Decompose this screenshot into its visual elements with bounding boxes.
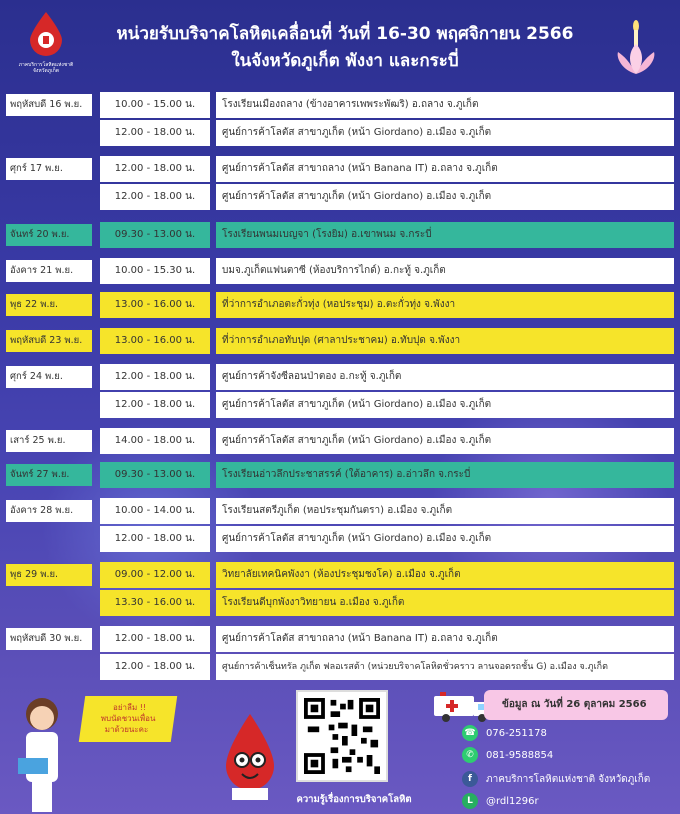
schedule-day: พฤหัสบดี 16 พ.ย. [6,94,92,116]
blood-drop-mascot-icon [220,712,280,802]
schedule-place: ศูนย์การค้าโลตัส สาขาภูเก็ต (หน้า Giordano) อ.เมือง จ.ภูเก็ต [216,184,674,210]
schedule-place: ศูนย์การค้าโลตัส สาขาภูเก็ต (หน้า Giordano) อ.เมือง จ.ภูเก็ต [216,392,674,418]
schedule-day: จันทร์ 27 พ.ย. [6,464,92,486]
schedule-place: โรงเรียนเมืองถลาง (ข้างอาคารเพพระพัฒริ) อ.ถลาง จ.ภูเก็ต [216,92,674,118]
schedule-time: 13.00 - 16.00 น. [100,292,210,318]
schedule-place: ที่ว่าการอำเภอตะกั่วทุ่ง (หอประชุม) อ.ตะกั่วทุ่ง จ.พังงา [216,292,674,318]
schedule-day: เสาร์ 25 พ.ย. [6,430,92,452]
facebook-icon: f [462,771,478,787]
schedule-place: ศูนย์การค้าโลตัส สาขาภูเก็ต (หน้า Giordano) อ.เมือง จ.ภูเก็ต [216,526,674,552]
schedule-day: ศุกร์ 17 พ.ย. [6,158,92,180]
schedule-time: 12.00 - 18.00 น. [100,364,210,390]
schedule-day: อังคาร 21 พ.ย. [6,260,92,282]
contact-facebook[interactable] [462,770,650,790]
schedule-place: ศูนย์การค้าโลตัส สาขาถลาง (หน้า Banana IT) อ.ถลาง จ.ภูเก็ต [216,156,674,182]
blood-drop-icon [26,10,66,56]
title-line-2: ในจังหวัดภูเก็ต พังงา และกระบี่ [231,51,459,71]
title-line-1: หน่วยรับบริจาคโลหิตเคลื่อนที่ วันที่ 16-30 พฤศจิกายน 2566 [116,24,574,44]
blood-service-logo [14,10,78,80]
schedule-place: โรงเรียนดีบุกพังงาวิทยายน อ.เมือง จ.ภูเก็ต [216,590,674,616]
nurse-illustration-icon [12,692,72,814]
contact-phone-text: 076-251178 [486,728,547,739]
schedule-place: บมจ.ภูเก็ตแฟนตาซี (ห้องบริการไกด์) อ.กะทู้ จ.ภูเก็ต [216,258,674,284]
contact-line-text: @rdl1296r [486,796,539,807]
contact-line[interactable] [462,792,539,812]
contact-mobile[interactable] [462,746,553,766]
schedule-place: ศูนย์การค้าโลตัส สาขาถลาง (หน้า Banana IT) อ.ถลาง จ.ภูเก็ต [216,626,674,652]
schedule-day: พุธ 29 พ.ย. [6,564,92,586]
contact-facebook-text: ภาคบริการโลหิตแห่งชาติ จังหวัดภูเก็ต [486,774,651,785]
schedule-place: โรงเรียนอ่าวลึกประชาสรรค์ (ใต้อาคาร) อ.อ่าวลึก จ.กระบี่ [216,462,674,488]
schedule-time: 13.00 - 16.00 น. [100,328,210,354]
schedule-day: พุธ 22 พ.ย. [6,294,92,316]
schedule-day: จันทร์ 20 พ.ย. [6,224,92,246]
schedule-time: 09.30 - 13.00 น. [100,222,210,248]
schedule-time: 12.00 - 18.00 น. [100,392,210,418]
schedule-place: วิทยาลัยเทคนิคพังงา (ห้องประชุมชงโค) อ.เมือง จ.ภูเก็ต [216,562,674,588]
qr-caption: ความรู้เรื่องการบริจาคโลหิต [296,794,412,805]
lotus-candle-icon [614,18,658,78]
qr-code[interactable] [296,690,388,782]
reminder-bubble [79,696,177,742]
schedule-time: 09.00 - 12.00 น. [100,562,210,588]
bubble-line-1: อย่าลืม !! [113,703,147,712]
mobile-icon: ✆ [462,747,478,763]
schedule-place: ศูนย์การค้าโลตัส สาขาภูเก็ต (หน้า Giordano) อ.เมือง จ.ภูเก็ต [216,428,674,454]
bubble-line-3: มาด้วยนะคะ [104,725,149,734]
schedule-time: 09.30 - 13.00 น. [100,462,210,488]
schedule-time: 12.00 - 18.00 น. [100,526,210,552]
schedule-place: ศูนย์การค้าเซ็นทรัล ภูเก็ต ฟลอเรสต้า (หน่วยบริจาคโลหิตชั่วคราว ลานจอดรถชั้น G) อ.เมือง จ.ภูเก็ต [216,654,674,680]
schedule-time: 10.00 - 14.00 น. [100,498,210,524]
contact-mobile-text: 081-9588854 [486,750,554,761]
schedule-day: พฤหัสบดี 30 พ.ย. [6,628,92,650]
schedule-place: ศูนย์การค้าจังซีลอนป่าตอง อ.กะทู้ จ.ภูเก็ต [216,364,674,390]
schedule-time: 12.00 - 18.00 น. [100,654,210,680]
schedule-place: ที่ว่าการอำเภอทับปุด (ศาลาประชาคม) อ.ทับปุด จ.พังงา [216,328,674,354]
logo-caption: ภาคบริการโลหิตแห่งชาติ จังหวัดภูเก็ต [18,62,74,74]
contact-phone[interactable] [462,724,547,744]
footer [0,684,680,814]
schedule-day: พฤหัสบดี 23 พ.ย. [6,330,92,352]
schedule-place: ศูนย์การค้าโลตัส สาขาภูเก็ต (หน้า Giordano) อ.เมือง จ.ภูเก็ต [216,120,674,146]
schedule-time: 10.00 - 15.00 น. [100,92,210,118]
schedule-time: 14.00 - 18.00 น. [100,428,210,454]
line-icon: L [462,793,478,809]
schedule-place: โรงเรียนพนมเบญจา (โรงยิม) อ.เขาพนม จ.กระบี่ [216,222,674,248]
phone-icon: ☎ [462,725,478,741]
schedule-time: 12.00 - 18.00 น. [100,156,210,182]
page-title [90,22,600,76]
schedule-time: 10.00 - 15.30 น. [100,258,210,284]
schedule-time: 12.00 - 18.00 น. [100,184,210,210]
schedule-day: ศุกร์ 24 พ.ย. [6,366,92,388]
schedule-day: อังคาร 28 พ.ย. [6,500,92,522]
schedule-time: 12.00 - 18.00 น. [100,120,210,146]
data-date-box: ข้อมูล ณ วันที่ 26 ตุลาคม 2566 [484,690,668,720]
schedule-time: 12.00 - 18.00 น. [100,626,210,652]
schedule-time: 13.30 - 16.00 น. [100,590,210,616]
schedule-place: โรงเรียนสตรีภูเก็ต (หอประชุมกันตรา) อ.เมือง จ.ภูเก็ต [216,498,674,524]
bubble-line-2: พบนัดชวนเพื่อน [100,714,156,723]
